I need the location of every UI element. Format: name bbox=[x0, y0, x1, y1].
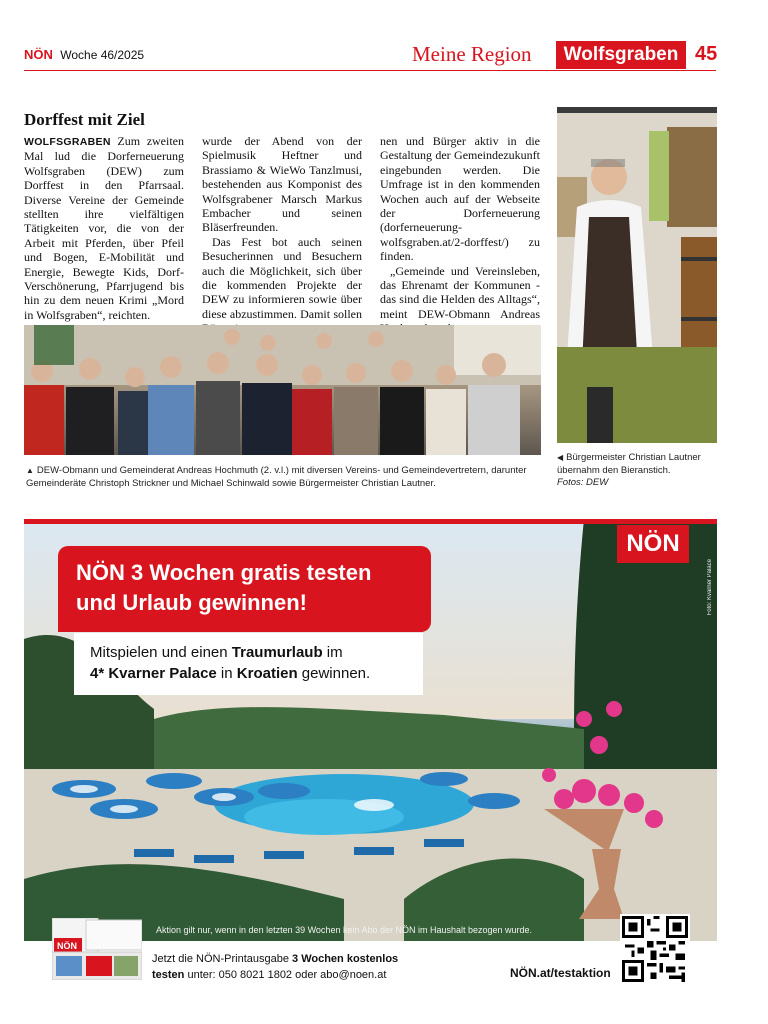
promo-url-link[interactable]: NÖN.at/testaktion bbox=[510, 966, 611, 980]
newspaper-thumbnails-illustration bbox=[52, 918, 142, 980]
mayor-photo-caption: ◀ Bürgermeister Christian Lautner übernahm den Bieranstich. Fotos: DEW bbox=[557, 452, 701, 488]
qr-code-icon[interactable] bbox=[620, 914, 690, 984]
article-column-3 bbox=[380, 134, 540, 336]
promo-advertisement[interactable] bbox=[24, 519, 717, 941]
paragraph: „Gemeinde und Vereinsleben, das Ehrenamt der Kommunen - das sind die Helden des Alltags“, meint DEW-Obmann Andreas bbox=[380, 263, 540, 321]
qr-code-pattern bbox=[622, 916, 688, 982]
issue-week: Woche 46/2025 bbox=[60, 48, 145, 62]
newspaper-thumbnails bbox=[52, 918, 142, 980]
article-column-1 bbox=[24, 134, 184, 337]
page-number: 45 bbox=[695, 43, 718, 65]
mayor-photo bbox=[557, 107, 717, 443]
group-photo-caption: ▲ DEW-Obmann und Gemeinderat Andreas Hochmuth (2. v.l.) mit diversen Vereins- und Gemeindevertretern, darunter Gemeinderäte Christoph Strickner und Michael Schinwald sowie Bürgermeister Christian Lautner. bbox=[26, 465, 527, 489]
caption-pointer-icon: ◀ bbox=[557, 453, 564, 462]
paragraph: nen und Bürger aktiv in die Gestaltung der Gemeindezukunft eingebunden werden. Die Umfrage ist in den kommenden Wochen auch auf der Webseite der Dorferneuerung (dorferneuerung-wolfsgraben.at/2-dorffest/) zu finden. bbox=[380, 134, 540, 264]
region-tag: Wolfsgraben bbox=[556, 41, 686, 69]
article-headline: Dorffest mit Ziel bbox=[24, 110, 145, 129]
paragraph: Zum zweiten Mal lud die Dorferneuerung Wolfsgraben (DEW) zum Dorffest in den Pfarrsaal. Diverse Vereine der Gemeinde stellten ihre vielfältigen Tätigkeiten vor, die von der Arbeit mit Pferden, über Pfeil und Bogen, E-Mobilität und Energie, Bewegte Kids, Dorf-Verschönerung, Pfarrjugend bis hin zu dem neuen Krimi „Mord in Wolfsgraben“, reichten. bbox=[24, 134, 184, 322]
header-divider bbox=[24, 70, 716, 71]
group-photo bbox=[24, 325, 541, 455]
section-title: Meine Region bbox=[412, 42, 532, 66]
ad-top-bar bbox=[24, 519, 717, 524]
ad-subheadline: Mitspielen und einen Traumurlaub im 4* Kvarner Palace in Kroatien gewinnen. bbox=[74, 633, 423, 695]
ad-photo-credit: Foto: Kvarner Palace bbox=[707, 559, 713, 616]
paragraph: wurde der Abend von der Spielmusik Heftner und Brassiamo & WieWo Tanzlmusi, bestehenden aus Komponist des Wolfsgrabener Marsch Markus Embacher und seinen Bläserfreunden. bbox=[202, 134, 362, 235]
group-photo-illustration bbox=[24, 325, 541, 455]
masthead bbox=[24, 47, 144, 62]
ad-disclaimer: Aktion gilt nur, wenn in den letzten 39 Wochen kein Abo der NÖN im Haushalt bezogen wurde. bbox=[156, 925, 533, 935]
brand-logo: NÖN bbox=[24, 47, 53, 62]
ad-headline: NÖN 3 Wochen gratis testen und Urlaub gewinnen! bbox=[58, 546, 431, 632]
article-column-2 bbox=[202, 134, 362, 336]
dateline: WOLFSGRABEN bbox=[24, 136, 111, 148]
svg-text:NÖN: NÖN bbox=[57, 941, 77, 951]
paragraph: Das Fest bot auch seinen Besucherinnen und Besuchern auch die Möglichkeit, sich über die kommenden Projekte der DEW zu informieren sowie über diese abzustimmen. Damit sollen bbox=[202, 234, 362, 321]
brand-logo: NÖN bbox=[617, 525, 689, 563]
photo-credit: Fotos: DEW bbox=[557, 477, 609, 488]
mayor-photo-illustration bbox=[557, 107, 717, 443]
caption-pointer-icon: ▲ bbox=[26, 466, 34, 475]
subscription-info: Jetzt die NÖN-Printausgabe 3 Wochen kostenlos testen unter: 050 8021 1802 oder abo@noen.at bbox=[152, 953, 399, 981]
